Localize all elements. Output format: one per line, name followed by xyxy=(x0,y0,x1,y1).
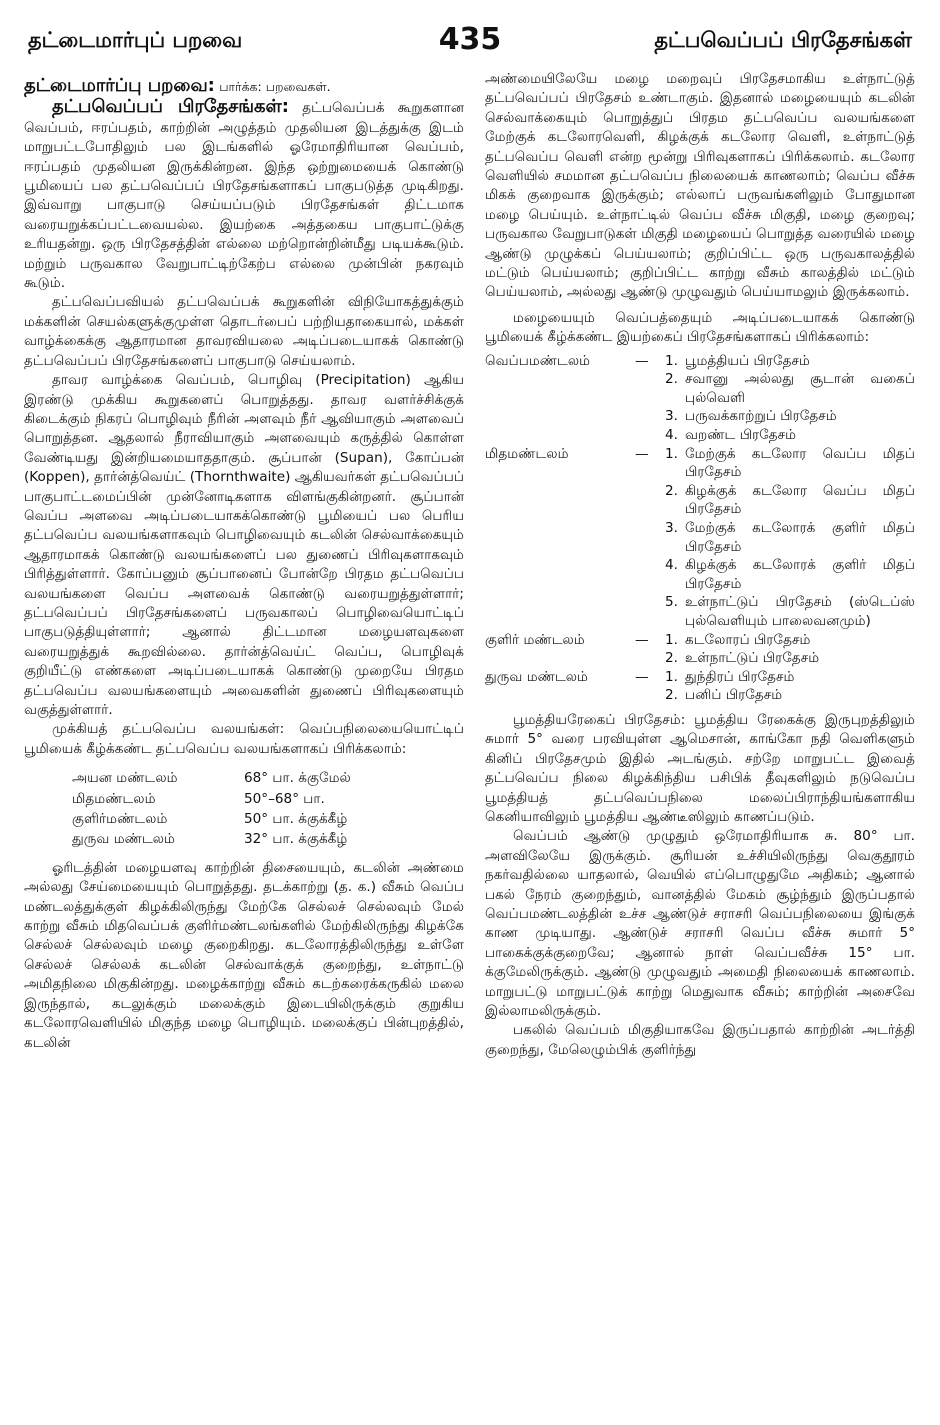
region-zone xyxy=(485,556,635,593)
region-zone xyxy=(485,649,635,668)
region-dash xyxy=(635,519,665,556)
region-dash xyxy=(635,556,665,593)
region-name: பூமத்தியப் பிரதேசம் xyxy=(685,352,810,369)
table-row xyxy=(485,556,915,593)
region-name: சவானு அல்லது சூடான் வகைப் புல்வெளி xyxy=(685,371,915,406)
body-paragraph: வெப்பம் ஆண்டு முழுதும் ஒரேமாதிரியாக சு. 80° பா. அளவிலேயே இருக்கும். சூரியன் உச்சியிலிருந்து வெகுதூரம் நகர்வதில்லை யாதலால், வெயில் எப்பொழுதுமே அதிகம்; ஆனால் பகல் நேரம் குறைந்தும், வானத்தில் மேகம் சூழ்ந்தும் இருப்பதால் வெப்பமண்டலத்தின் உச்ச ஆண்டுச் சராசரி வெப்பநிலையை இங்குக் காண முடியாது. ஆண்டுச் சராசரி வெப்ப வீச்சு சுமார் 5° பாகைக்குக்குறைவே; ஆனால் நாள் வெப்பவீச்சு 15° பா. க்குமேலிருக்கும். ஆண்டு முழுவதும் அமைதி நிலையைக் காணலாம். மாறுபட்டு மாறுபட்டுக் காற்று மெதுவாக வீசும்; காற்றின் அசைவே இல்லாமலிருக்கும். xyxy=(485,828,915,1020)
region-dash: — xyxy=(635,445,649,462)
region-dash xyxy=(635,482,665,519)
region-number: 5. xyxy=(665,594,678,611)
zone-name: குளிர்மண்டலம் xyxy=(72,811,168,828)
table-row xyxy=(485,593,915,630)
page-header xyxy=(28,22,912,62)
entry-cross-reference xyxy=(24,76,464,97)
table-row xyxy=(485,649,915,668)
body-paragraph: தட்பவெப்பவியல் தட்பவெப்பக் கூறுகளின் விநியோகத்துக்கும் மக்களின் செயல்களுக்குமுள்ள தொடர்பைப் பற்றியதாகையால், மக்கள் வாழ்க்கைக்கு ஆதாரமான தாவரவியலை அடிப்படையாகக் கொண்டு தட்பவெப்பப் பிரதேசங்களைப் பாகுபாடு செய்யலாம். xyxy=(24,294,464,369)
entry-intro-paragraph xyxy=(24,97,464,293)
body-paragraph: முக்கியத் தட்பவெப்ப வலயங்கள்: வெப்பநிலையையொட்டிப் பூமியைக் கீழ்க்கண்ட தட்பவெப்ப வலயங்களாகப் பிரிக்கலாம்: xyxy=(24,721,464,757)
region-zone: குளிர் மண்டலம் xyxy=(485,631,585,648)
region-name: கடலோரப் பிரதேசம் xyxy=(685,631,811,648)
page-number: 435 xyxy=(438,22,502,57)
region-number: 2. xyxy=(665,650,678,667)
region-dash xyxy=(635,426,665,445)
region-name: மேற்குக் கடலோரக் குளிர் மிதப் பிரதேசம் xyxy=(685,520,915,555)
table-row xyxy=(485,631,915,650)
region-name: வறண்ட பிரதேசம் xyxy=(685,427,797,444)
region-zone: துருவ மண்டலம் xyxy=(485,668,588,685)
running-head-right: தட்பவெப்பப் பிரதேசங்கள் xyxy=(654,28,912,52)
entry-heading: தட்பவெப்பப் பிரதேசங்கள்: xyxy=(52,96,289,118)
region-number: 3. xyxy=(665,408,678,425)
region-name: கிழக்குக் கடலோரக் குளிர் மிதப் பிரதேசம் xyxy=(685,557,915,592)
region-number: 1. xyxy=(665,445,678,462)
region-number: 2. xyxy=(665,371,678,388)
region-number: 4. xyxy=(665,427,678,444)
table-row xyxy=(72,790,351,810)
region-name: உள்நாட்டுப் பிரதேசம் (ஸ்டெப்ஸ் புல்வெளியும் பாலைவனமும்) xyxy=(685,594,915,629)
table-row xyxy=(485,352,915,371)
region-name: மேற்குக் கடலோர வெப்ப மிதப் பிரதேசம் xyxy=(685,445,915,481)
region-number: 1. xyxy=(665,352,678,369)
region-dash: — xyxy=(635,668,649,685)
temperature-zones-table xyxy=(72,769,351,851)
zone-value: 32° பா. க்குக்கீழ் xyxy=(244,831,348,848)
table-row xyxy=(72,830,351,850)
left-column xyxy=(24,76,464,1053)
region-zone xyxy=(485,407,635,426)
region-name: உள்நாட்டுப் பிரதேசம் xyxy=(685,650,820,667)
region-dash xyxy=(635,686,665,705)
region-number: 1. xyxy=(665,668,678,685)
region-dash: — xyxy=(635,631,649,648)
region-number: 2. xyxy=(665,687,678,704)
table-row xyxy=(485,445,915,482)
zone-value: 68° பா. க்குமேல் xyxy=(244,770,351,787)
region-number: 4. xyxy=(665,557,678,574)
entry-text: தட்பவெப்பக் கூறுகளான வெப்பம், ஈரப்பதம், காற்றின் அழுத்தம் முதலியன இடத்துக்கு இடம் மாறுபட்டபோதிலும் பல இடங்களில் ஓரேமாதிரியான வெப்பம், ஈரப்பதம் முதலியன இருக்கின்றன. இந்த ஒற்றுமையைக் கொண்டு பூமியைப் பல தட்பவெப்பப் பிரதேசங்களாகப் பாகுபடுத்த முடிகிறது. இவ்வாறு பாகுபாடு செய்யப்படும் பிரதேசங்கள் திட்டமாக வரையறுக்கப்பட்டவையல்ல. இயற்கை அத்தகைய பாகுபாட்டுக்கு உரியதன்று. ஒரு பிரதேசத்தின் எல்லை மற்றொன்றின்மீது படியக்கூடும். மற்றும் பருவகால வேறுபாட்டிற்கேற்ப எல்லை முன்பின் நகரவும் கூடும். xyxy=(24,100,465,292)
table-row xyxy=(485,686,915,705)
zone-name: துருவ மண்டலம் xyxy=(72,831,175,848)
region-zone: மிதமண்டலம் xyxy=(485,445,569,462)
body-paragraph: பகலில் வெப்பம் மிகுதியாகவே இருப்பதால் காற்றின் அடர்த்தி குறைந்து, மேலெழும்பிக் குளிர்ந்து xyxy=(485,1022,915,1058)
region-name: கிழக்குக் கடலோர வெப்ப மிதப் பிரதேசம் xyxy=(685,482,915,518)
region-zone xyxy=(485,370,635,407)
right-column xyxy=(485,70,915,1060)
region-dash xyxy=(635,407,665,426)
region-zone xyxy=(485,482,635,519)
running-head-left: தட்டைமார்புப் பறவை xyxy=(28,28,243,52)
natural-regions-table xyxy=(485,352,915,705)
body-paragraph: மழையையும் வெப்பத்தையும் அடிப்படையாகக் கொண்டு பூமியைக் கீழ்க்கண்ட இயற்கைப் பிரதேசங்களாகப் பிரிக்கலாம்: xyxy=(485,309,915,346)
region-zone xyxy=(485,686,635,705)
table-row xyxy=(485,668,915,687)
table-row xyxy=(485,519,915,556)
body-paragraph: தாவர வாழ்க்கை வெப்பம், பொழிவு (Precipitation) ஆகிய இரண்டு முக்கிய கூறுகளைப் பொறுத்தது. தாவர வளர்ச்சிக்குக் கிடைக்கும் நிகரப் பொழிவும் நீரின் அளவும் நீர் ஆவியாகும் அளவைப் பொறுத்தன. ஆதலால் நீராவியாகும் அளவையும் கருத்தில் கொள்ள வேண்டியது இன்றியமையாததாகும். சூப்பான் (Supan), கோப்பன் (Koppen), தார்ன்த்வெய்ட் (Thornthwaite) ஆகியவர்கள் தட்பவெப்பப் பாகுபாட்டமைப்பின் முன்னோடிகளாக விளங்குகின்றனர். சூப்பான் வெப்ப அளவை அடிப்படையாகக்கொண்டு பூமியைப் பல பெரிய தட்பவெப்ப வலயங்களாகவும் பொழிவையும் கடலின் செல்வாக்கையும் ஆதாரமாகக் கொண்டு வலயங்களைப் பல துணைப் பிரிவுகளாகவும் பிரித்துள்ளார். கோப்பனும் சூப்பானைப் போன்றே பிரதம தட்பவெப்ப வலயங்களை வெப்ப அளவைக் கொண்டு வரையறுத்துள்ளார்; தட்பவெப்பப் பிரதேசங்களைப் பருவகாலப் பொழிவையொட்டிப் பாகுபடுத்தியுள்ளார்; ஆனால் திட்டமான மழையளவுகளை வரையறுத்துக் கூறவில்லை. தார்ன்த்வெய்ட் வெப்ப, பொழிவுக் குறியீட்டு எண்களை அடிப்படையாகக் கொண்டு முறையே பிரதம தட்பவெப்ப வலயங்களையும் அவைகளின் துணைப் பிரிவுகளையும் வகுத்துள்ளார். xyxy=(24,372,464,718)
entry-text: பார்க்க: பறவைகள். xyxy=(219,79,331,94)
zone-name: அயன மண்டலம் xyxy=(72,770,178,787)
body-paragraph: ஓரிடத்தின் மழையளவு காற்றின் திசையையும், கடலின் அண்மை அல்லது சேய்மையையும் பொறுத்தது. தடக்காற்று (த. க.) வீசும் வெப்ப மண்டலத்துக்குள் கிழக்கிலிருந்து மேற்கே செல்லச் செல்லவும் மேல் காற்று வீசும் மிதவெப்பக் குளிர்மண்டலங்களில் மேற்கிலிருந்து கிழக்கே செல்லச் செல்லவும் மழை குறைகிறது. கடலோரத்திலிருந்து உள்ளே செல்லச் செல்லக் கடலின் செல்வாக்குக் குறைந்து, உள்நாட்டு அமிதநிலை மிகுகின்றது. மழைக்காற்று வீசும் கடற்கரைக்கருகில் மலை இருந்தால், கடலுக்கும் மலைக்கும் இடையிலிருக்கும் குறுகிய கடலோரவெளியில் மிகுந்த மழை பொழியும். மலைக்குப் பின்புறத்தில், கடலின் xyxy=(24,859,464,1051)
body-paragraph: பூமத்தியரேகைப் பிரதேசம்: பூமத்திய ரேகைக்கு இருபுறத்திலும் சுமார் 5° வரை பரவியுள்ள ஆமெசான், காங்கோ நதி வெளிகளும் கினிப் பிரதேசமும் இதில் அடங்கும். சற்றே மாறுபட்ட இவைத் தட்பவெப்ப நிலை கிழக்கிந்திய பசிபிக் தீவுகளிலும் நடுவெப்ப பூமத்தியத் தட்பவெப்பநிலை மலைப்பிராந்தியங்களாகிய கெனியாவிலும் பூமத்திய ஆண்டீஸிலும் காணப்படும். xyxy=(485,711,915,825)
region-number: 3. xyxy=(665,520,678,537)
body-paragraph: அண்மையிலேயே மழை மறைவுப் பிரதேசமாகிய உள்நாட்டுத் தட்பவெப்பப் பிரதேசம் உண்டாகும். இதனால் மழையையும் கடலின் செல்வாக்கையும் பொறுத்துப் பிரதம தட்பவெப்ப வலயங்களை மேற்குக் கடலோரவெளி, கிழக்குக் கடலோர வெளி, உள்நாட்டுத் தட்பவெப்ப வெளி என்ற மூன்று பிரிவுகளாகப் பிரிக்கலாம். கடலோர வெளியில் சமமான தட்பவெப்ப நிலையைக் காணலாம்; வெப்ப வீச்சு மிகக் குறைவாக இருக்கும்; எல்லாப் பருவங்களிலும் போதுமான மழை பெய்யும். உள்நாட்டில் வெப்ப வீச்சு மிகுதி, மழை குறைவு; பருவகால வேறுபாடுகள் மிகுதி மழையைப் பொறுத்த வரையில் மழை ஆண்டு முழுக்கப் பெய்யலாம்; குறிப்பிட்ட ஒரு பருவகாலத்தில் மட்டும் பெய்யலாம்; குறிப்பிட்ட காற்று வீசும் காலத்தில் மட்டும் பெய்யலாம், அல்லது ஆண்டு முழுவதும் பெய்யாமலும் இருக்கலாம். xyxy=(485,71,915,301)
region-name: பனிப் பிரதேசம் xyxy=(685,687,783,704)
region-name: பருவக்காற்றுப் பிரதேசம் xyxy=(685,408,837,425)
region-dash xyxy=(635,593,665,630)
zone-value: 50° பா. க்குக்கீழ் xyxy=(244,811,348,828)
region-number: 2. xyxy=(665,482,678,499)
region-dash xyxy=(635,370,665,407)
region-zone xyxy=(485,426,635,445)
region-zone xyxy=(485,519,635,556)
zone-value: 50°–68° பா. xyxy=(244,790,325,807)
region-name: துந்திரப் பிரதேசம் xyxy=(685,668,795,685)
table-row xyxy=(485,426,915,445)
region-zone: வெப்பமண்டலம் xyxy=(485,352,591,369)
zone-name: மிதமண்டலம் xyxy=(72,790,156,807)
table-row xyxy=(485,370,915,407)
region-number: 1. xyxy=(665,631,678,648)
region-dash: — xyxy=(635,352,649,369)
table-row xyxy=(72,810,351,830)
region-zone xyxy=(485,593,635,630)
table-row xyxy=(485,482,915,519)
table-row xyxy=(485,407,915,426)
table-row xyxy=(72,769,351,789)
entry-heading: தட்டைமார்ப்பு பறவை: xyxy=(24,75,215,96)
region-dash xyxy=(635,649,665,668)
